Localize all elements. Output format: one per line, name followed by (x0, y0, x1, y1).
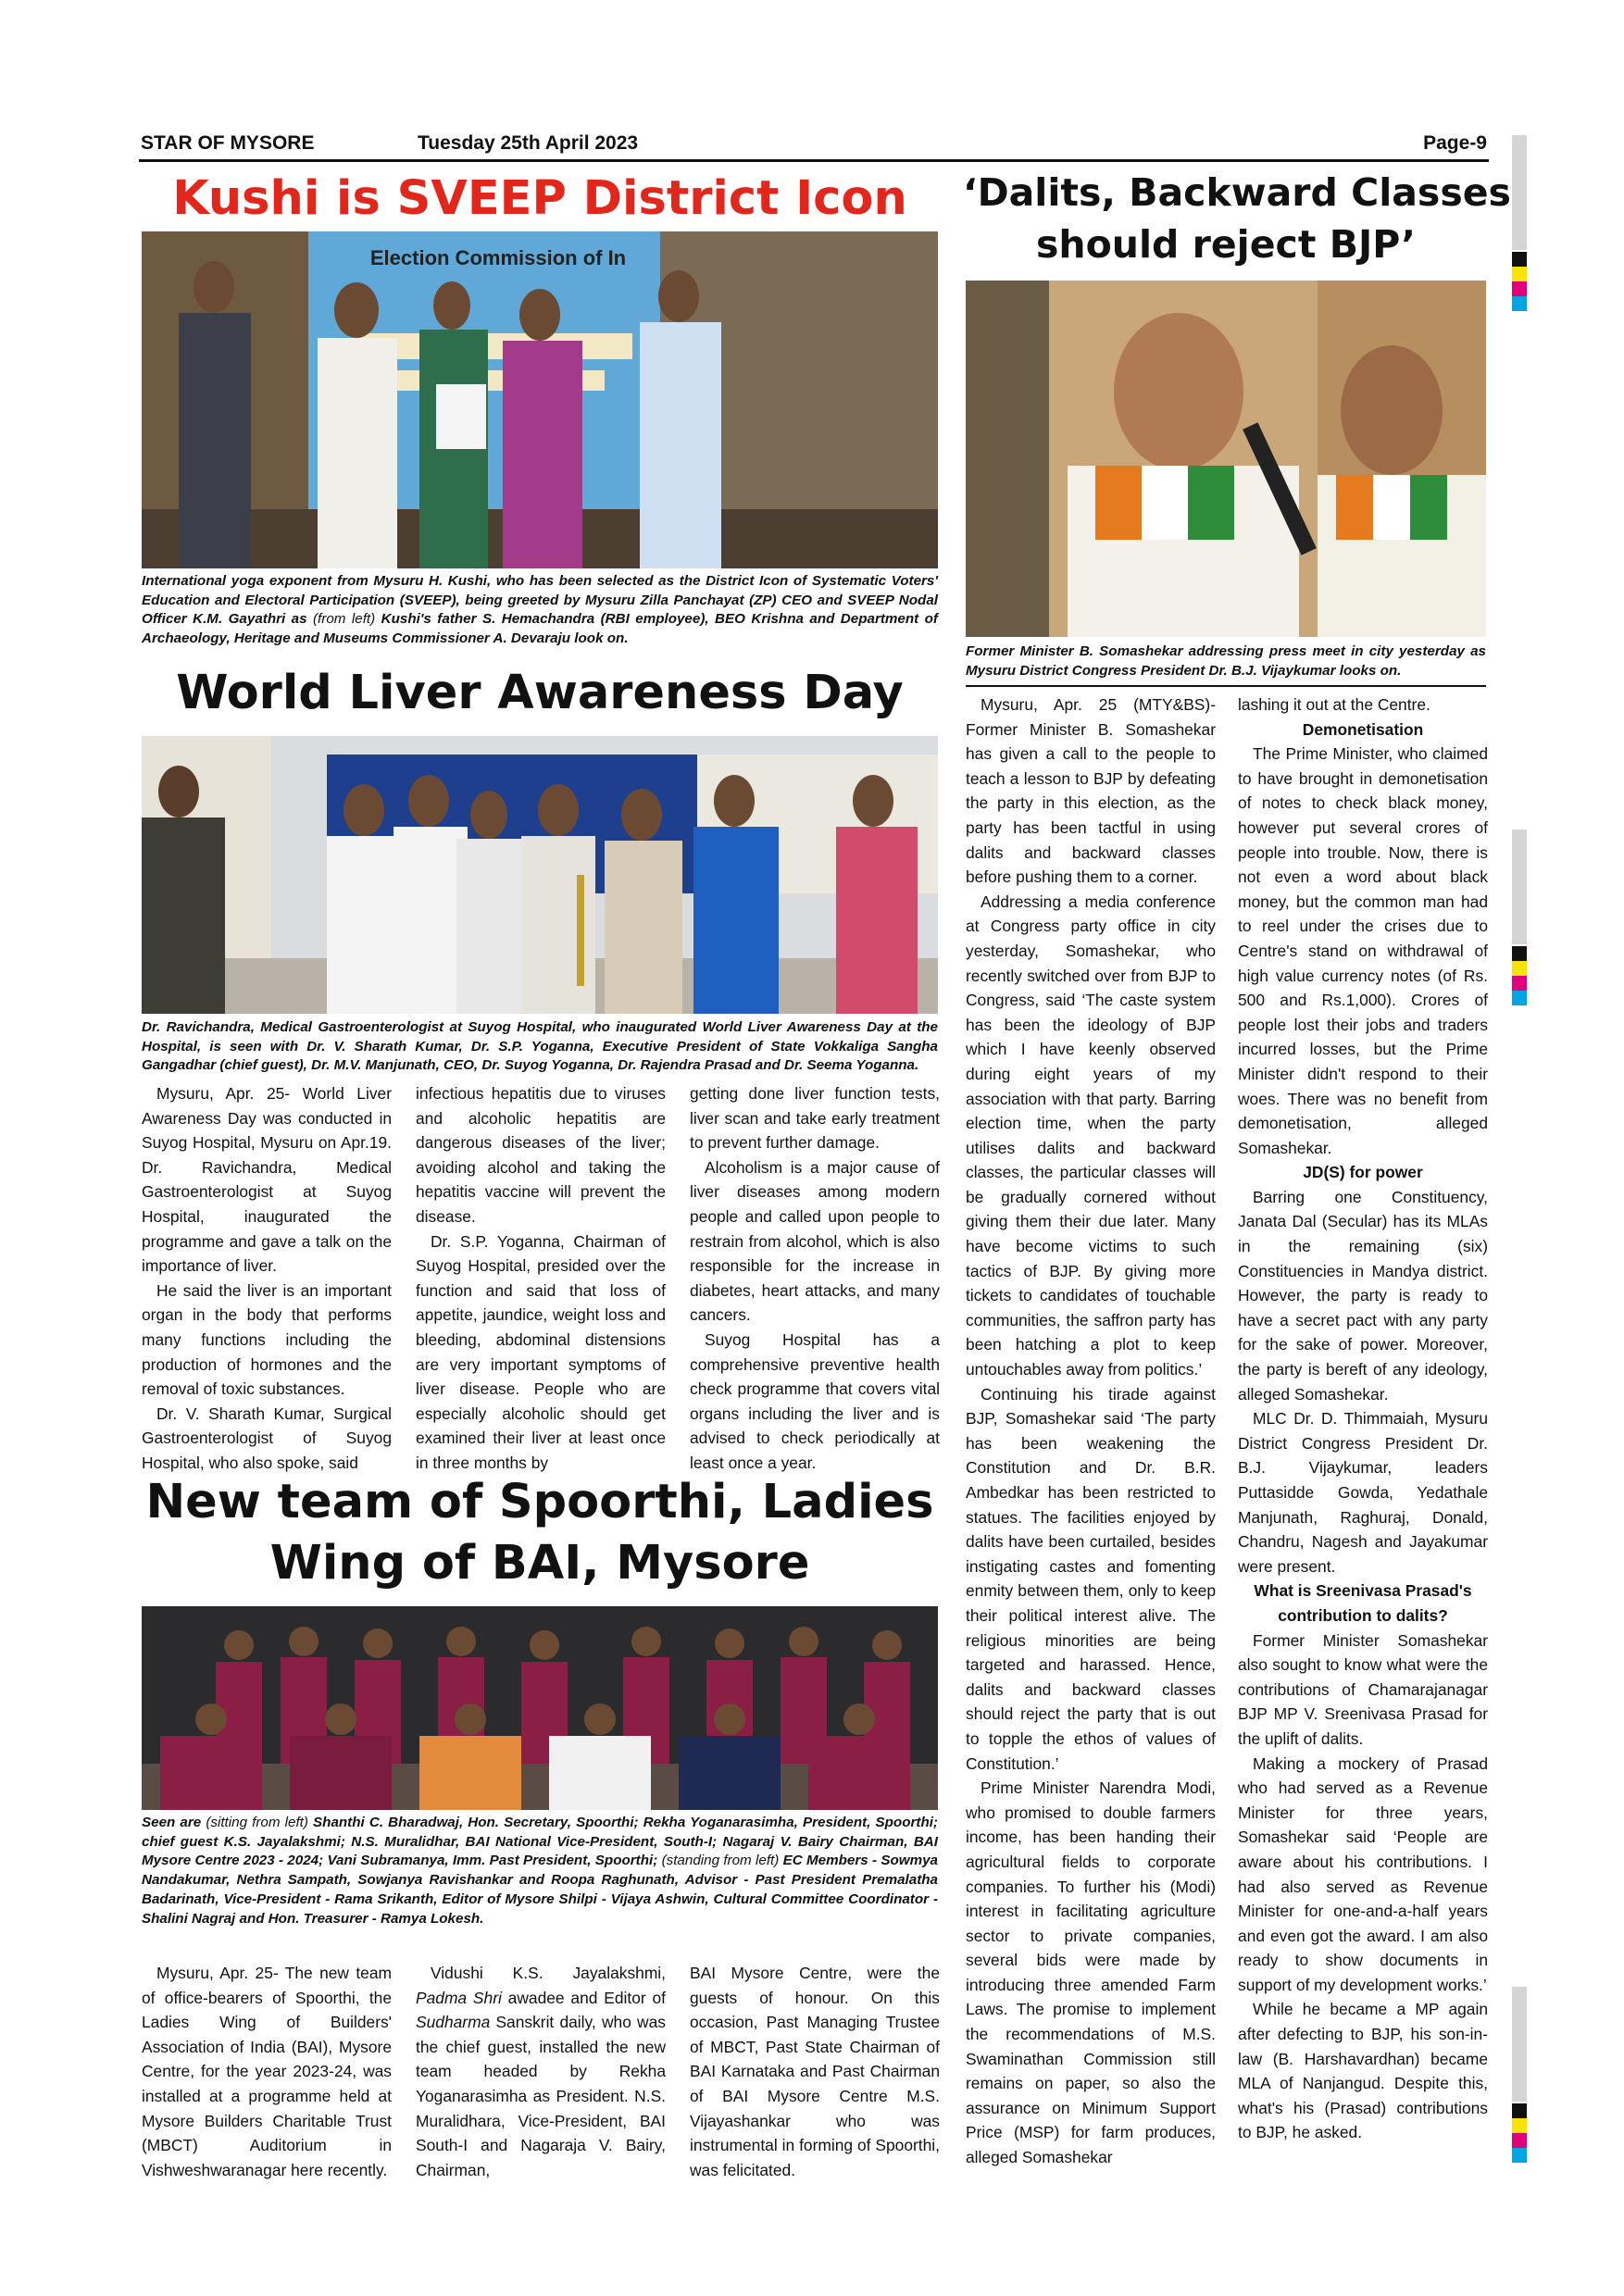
issue-date: Tuesday 25th April 2023 (418, 132, 639, 154)
bai-col1-para: Mysuru, Apr. 25- The new team of office-bearers of Spoorthi, the Ladies Wing of Builders' Association of India (BAI), Mysore Centre, for the year 2023-24, was installed at a programme held at Mysore Builders Charitable Trust (MBCT) Auditorium in Vishweshwaranagar here recently. (142, 1964, 392, 2179)
bai-caption (142, 1814, 938, 1928)
subhead-jds-for-power: JD(S) for power (1303, 1163, 1423, 1182)
dalits-headline-line-1: ‘Dalits, Backward Classes (963, 170, 1511, 215)
newspaper-name: STAR OF MYSORE (141, 132, 315, 154)
subhead-demonetisation: Demonetisation (1302, 719, 1424, 739)
kushi-caption-aside: (from left) (313, 611, 376, 628)
liver-col1-para: He said the liver is an important organ in the body that performs many functions including the production of hormones and the removal of toxic substances. (142, 1280, 392, 1399)
kushi-caption (142, 572, 938, 649)
dalits-headline-line-2: should reject BJP’ (1036, 222, 1416, 267)
bai-caption-text-3: EC Members - Sowmya Nandakumar, Nethra Sampath, Sowjanya Ravishankar and Roopa Raghunath, Advisor - Past President Premalatha Badarinath, Vice-President - Rama Srikanth, Editor of Mysore Shilpi - Vijaya Ashwin, Cultural Committee Coordinator - Shalini Nagraj and Hon. Treasurer - Ramya Lokesh. (142, 1853, 938, 1927)
liver-column-1 (142, 1081, 392, 1476)
dalits-col1-para: Prime Minister Narendra Modi, who promised to double farmers income, has been handing their agricultural fields to corporate companies. To further his (Modi) interest in facilitating agriculture sector to private companies, several bids were made by introducing three amended Farm Laws. The promise to implement the recommendations of M.S. Swaminathan Commission still remains on paper, so also the assurance on Minimum Support Price (MSP) for farm produces, alleged Somashekar (966, 1778, 1216, 2167)
liver-caption: Dr. Ravichandra, Medical Gastroenterologist at Suyog Hospital, who inaugurated World Liver Awareness Day at the Hospital, is seen with Dr. V. Sharath Kumar, Dr. S.P. Yoganna, Executive President of State Vokkaliga Sangha Gangadhar (chief guest), Dr. M.V. Manjunath, CEO, Dr. Suyog Yoganna, Dr. Rajendra Prasad and Dr. Seema Yoganna. (142, 1019, 938, 1074)
dalits-col2-para: While he became a MP again after defecting to BJP, his son-in-law (B. Harshavardhan) became MLA of Nanjangud. Despite this, what's his (Prasad) contributions to BJP, he asked. (1238, 2000, 1488, 2142)
bai-col2-text-2: awadee and Editor of (501, 1988, 667, 2007)
liver-photo (142, 736, 938, 1014)
dalits-caption-rule (966, 685, 1486, 687)
liver-col2-para: Dr. S.P. Yoganna, Chairman of Suyog Hospital, presided over the function and said that loss of appetite, jaundice, weight loss and bleeding, abdominal distensions are very important symptoms of liver disease. People who are especially alcoholic should get examined their liver at least once in three months by (416, 1231, 666, 1472)
liver-col3-para: getting done liver function tests, liver scan and take early treatment to prevent further damage. (690, 1084, 940, 1153)
cmyk-registration-marks-mid (1512, 946, 1527, 1005)
margin-gray-bar-top (1512, 135, 1527, 250)
cmyk-registration-marks-top (1512, 252, 1527, 311)
page-number: Page-9 (1423, 132, 1487, 154)
dalits-col2-para: Making a mockery of Prasad who had served as a Revenue Minister for three years, Somashekar said ‘People are aware about his contributions. I had also served as Revenue Minister for one-and-a-half years and even got the award. I am also ready to show documents in support of my development works.’ (1238, 1753, 1488, 1994)
dalits-col2-para: Barring one Constituency, Janata Dal (Secular) has its MLAs in the remaining (six) Constituencies in Mandya district. However, the party is ready to have a secret pact with any party for the sake of power. Moreover, the party is bereft of any ideology, alleged Somashekar. (1238, 1187, 1488, 1404)
liver-headline: World Liver Awareness Day (176, 666, 904, 720)
liver-column-2 (416, 1081, 666, 1476)
margin-gray-bar-bottom (1512, 1987, 1527, 2102)
margin-gray-bar-mid (1512, 830, 1527, 944)
dalits-col2-para: MLC Dr. D. Thimmaiah, Mysuru District Congress President Dr. B.J. Vijaykumar, leaders Puttasidde Gowda, Yedathale Manjunath, Raghuraj, Donald, Chandru, Nagesh and Jayakumar were present. (1238, 1409, 1488, 1576)
bai-caption-text-2: Shanthi C. Bharadwaj, Hon. Secretary, Spoorthi; Rekha Yoganarasimha, President, Spoorthi; chief guest K.S. Jayalakshmi; N.S. Muralidhar, BAI National Vice-President, South-I; Nagaraj V. Bairy Chairman, BAI Mysore Centre 2023 - 2024; Vani Subramanya, Imm. Past President, Spoorthi; (142, 1815, 938, 1869)
bai-col2-para (416, 1961, 666, 2182)
dalits-column-2 (1238, 693, 1488, 2145)
dalits-col2-lead: lashing it out at the Centre. (1238, 695, 1430, 714)
bai-photo (142, 1606, 938, 1810)
kushi-photo-sign: Election Commission of In (369, 246, 627, 269)
liver-column-3 (690, 1081, 940, 1476)
kushi-caption-text: International yoga exponent from Mysuru H. Kushi, who has been selected as the District Icon of Systematic Voters' Education and Electoral Participation (SVEEP), being greeted by Mysuru Zilla Panchayat (ZP) CEO and SVEEP Nodal Officer K.M. Gayathri as (142, 573, 938, 628)
liver-col1-para: Mysuru, Apr. 25- World Liver Awareness Day was conducted in Suyog Hospital, Mysuru on Apr.19. Dr. Ravichandra, Medical Gastroenterologist at Suyog Hospital, inaugurated the programme and gave a talk on the importance of liver. (142, 1084, 392, 1276)
bai-caption-aside-2: (standing from left) (661, 1853, 780, 1869)
cmyk-registration-marks-bottom (1512, 2103, 1527, 2163)
bai-col3-para: BAI Mysore Centre, were the guests of honour. On this occasion, Past Managing Trustee of MBCT, Past State Chairman of BAI Karnataka and Past Chairman of BAI Mysore Centre M.S. Vijayashankar who was instrumental in forming of Spoorthi, was felicitated. (690, 1964, 940, 2179)
dalits-col2-para: Former Minister Somashekar also sought to know what were the contributions of Chamarajanagar BJP MP V. Sreenivasa Prasad for the uplift of dalits. (1238, 1630, 1488, 1748)
subhead-sreenivasa-prasad: What is Sreenivasa Prasad's contribution to dalits? (1254, 1581, 1472, 1625)
bai-caption-text: Seen are (142, 1815, 206, 1830)
dalits-col2-para: The Prime Minister, who claimed to have brought in demonetisation of notes to check black money, however put several crores of people into trouble. Now, there is not even a word about black money, but the common man had to reel under the crises due to Centre's stand on withdrawal of high value currency notes (of Rs. 500 and Rs.1,000). Crores of people lost their jobs and traders incurred losses, but the Prime Minister didn't respond to their woes. There was no benefit from demonetisation, alleged Somashekar. (1238, 744, 1488, 1157)
dalits-col1-para: Mysuru, Apr. 25 (MTY&BS)- Former Minister B. Somashekar has given a call to the people to teach a lesson to BJP by defeating the party in this election, as the party has been tactful in using dalits and backward classes before pushing them to a corner. (966, 695, 1216, 887)
dalits-col1-para: Continuing his tirade against BJP, Somashekar said ‘The party has been weakening the Constitution and Dr. B.R. Ambedkar has been restricted to statues. The facilities enjoyed by dalits have been curtailed, besides instigating castes and fomenting enmity between them, only to keep their political interest alive. The religious minorities are being targeted and harassed. Hence, dalits and backward classes should reject the party that is out to topple the ethos of values of Constitution.’ (966, 1384, 1216, 1773)
masthead-rule (139, 159, 1489, 162)
bai-column-2 (416, 1961, 666, 2182)
dalits-col1-para: Addressing a media conference at Congress party office in city yesterday, Somashekar, who recently switched over from BJP to Congress, said ‘The caste system has been the ideology of BJP which I have keenly observed during eight years of my association with that party. Barring election time, when the party utilises dalits and backward classes, the particular classes will be gradually cornered without giving them their due later. Many have become victims to such tactics of BJP. By giving more tickets to candidates of touchable communities, the saffron party has been hatching a plot to keep untouchables away from politics.’ (966, 892, 1216, 1379)
kushi-headline: Kushi is SVEEP District Icon (172, 171, 907, 226)
bai-column-1 (142, 1961, 392, 2182)
dalits-column-1 (966, 693, 1216, 2170)
liver-col1-para: Dr. V. Sharath Kumar, Surgical Gastroenterologist of Suyog Hospital, who also spoke, said (142, 1404, 392, 1472)
dalits-photo (966, 281, 1486, 637)
bai-col2-em: Padma Shri (416, 1988, 502, 2007)
bai-col2-text: Vidushi K.S. Jayalakshmi, (431, 1964, 666, 1982)
liver-col2-para: infectious hepatitis due to viruses and alcoholic hepatitis are dangerous diseases of the liver; avoiding alcohol and taking the hepatitis vaccine will prevent the disease. (416, 1084, 666, 1226)
kushi-caption-text-2: Kushi's father S. Hemachandra (RBI employee), BEO Krishna and Department of Archaeology, Heritage and Museums Commissioner A. Devaraju look on. (142, 611, 938, 647)
bai-col2-text-3: Sanskrit daily, who was the chief guest, installed the new team headed by Rekha Yoganarasimha as President. N.S. Muralidhara, Vice-President, BAI South-I and Nagaraja V. Bairy, Chairman, (416, 2013, 666, 2179)
dalits-caption: Former Minister B. Somashekar addressing press meet in city yesterday as Mysuru District Congress President Dr. B.J. Vijaykumar looks on. (966, 643, 1486, 679)
bai-col2-em-2: Sudharma (416, 2013, 491, 2032)
liver-col3-para: Suyog Hospital has a comprehensive preventive health check programme that covers vital organs including the liver and is advised to check periodically at least once a year. (690, 1329, 940, 1472)
bai-caption-aside: (sitting from left) (206, 1815, 308, 1830)
bai-column-3 (690, 1961, 940, 2182)
kushi-photo (142, 231, 938, 568)
liver-col3-para: Alcoholism is a major cause of liver diseases among modern people and called upon people to restrain from alcohol, which is also responsible for the increase in diabetes, heart attacks, and many cancers. (690, 1157, 940, 1325)
bai-headline-line-2: Wing of BAI, Mysore (269, 1536, 810, 1591)
bai-headline-line-1: New team of Spoorthi, Ladies (145, 1475, 934, 1529)
